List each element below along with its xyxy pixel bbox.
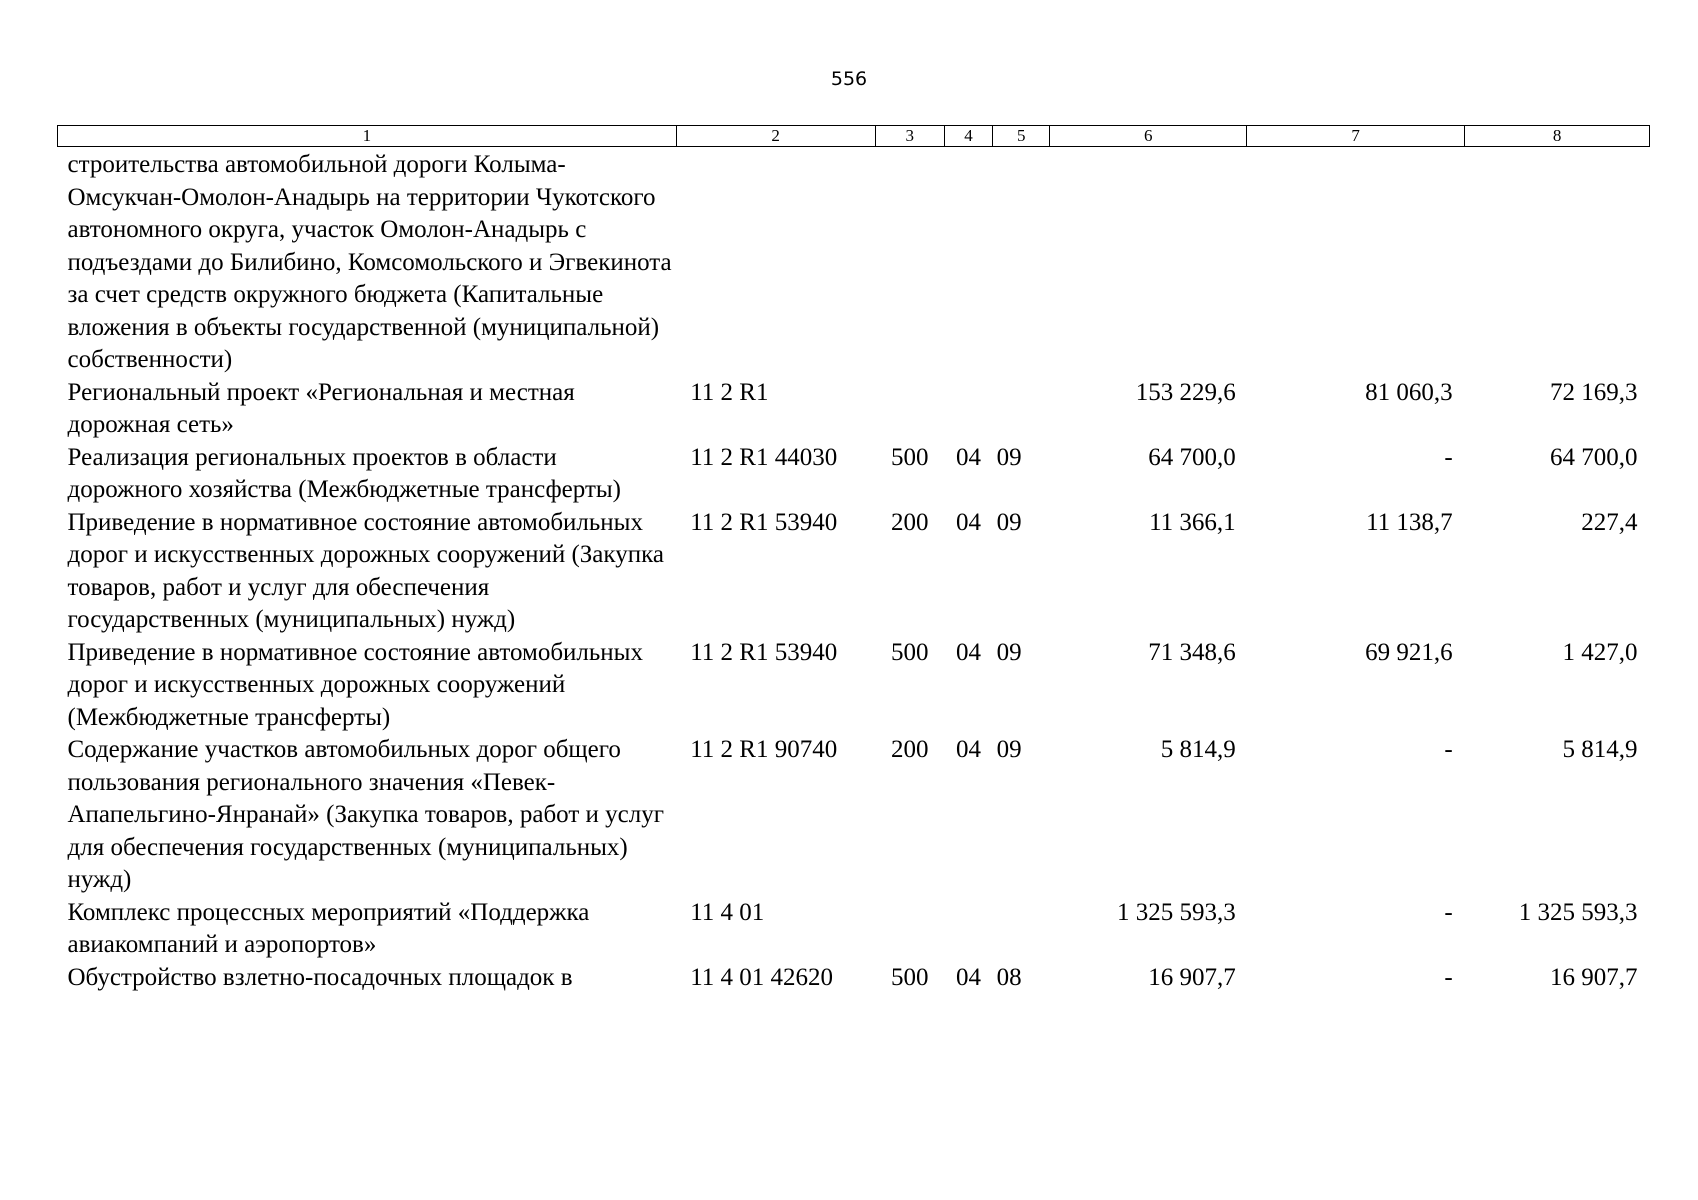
row-federal-amount: - xyxy=(1444,898,1453,926)
page-number: 556 xyxy=(830,68,868,90)
row-target-code: 11 2 R1 xyxy=(690,378,769,406)
row-name: строительства автомобильной дороги Колыма-Омсукчан-Омолон-Анадырь на территории Чукотского автономного округа, участок Омолон-Анадырь с подъездами до Билибино, Комсомольского и Эгвекинота за счет средств окружного бюджета (Капитальные вложения в объекты государственной (муниципальной) собственности) xyxy=(67,151,672,373)
row-target-code: 11 2 R1 53940 xyxy=(690,638,838,666)
row-expense-type: 500 xyxy=(890,963,929,991)
row-section: 04 xyxy=(955,443,981,471)
column-header-6: 6 xyxy=(1050,126,1247,147)
row-target-code: 11 4 01 42620 xyxy=(690,963,834,991)
row-federal-amount: - xyxy=(1444,736,1453,763)
row-target-code: 11 4 01 xyxy=(690,898,765,926)
row-section xyxy=(944,897,992,962)
row-total-amount: 5 814,9 xyxy=(1160,736,1236,763)
row-expense-type xyxy=(875,377,944,442)
row-regional-amount: 1 325 593,3 xyxy=(1518,898,1638,926)
row-regional-amount: 5 814,9 xyxy=(1562,736,1638,763)
row-subsection xyxy=(993,377,1050,442)
row-target-code: 11 2 R1 90740 xyxy=(690,736,838,763)
row-section: 04 xyxy=(955,638,981,666)
row-federal-amount: - xyxy=(1444,443,1453,471)
row-total-amount: 16 907,7 xyxy=(1148,963,1236,991)
row-subsection: 09 xyxy=(996,443,1022,471)
column-header-7: 7 xyxy=(1247,126,1465,147)
row-regional-amount: 16 907,7 xyxy=(1550,963,1638,991)
row-subsection: 08 xyxy=(996,963,1022,991)
row-name: Реализация региональных проектов в области дорожного хозяйства (Межбюджетные трансферты) xyxy=(67,443,621,503)
row-subsection: 09 xyxy=(996,736,1022,763)
column-number-header xyxy=(58,126,1650,147)
table-row xyxy=(58,377,1650,442)
row-name: Комплекс процессных мероприятий «Поддержка авиакомпаний и аэропортов» xyxy=(67,898,590,958)
table-row xyxy=(58,637,1650,735)
column-header-3: 3 xyxy=(875,126,944,147)
row-total-amount: 11 366,1 xyxy=(1149,508,1236,536)
row-target-code xyxy=(676,147,875,377)
row-expense-type xyxy=(875,147,944,377)
row-federal-amount: 11 138,7 xyxy=(1366,508,1453,536)
row-section: 04 xyxy=(955,736,981,763)
row-subsection: 09 xyxy=(996,638,1022,666)
row-regional-amount: 72 169,3 xyxy=(1550,378,1638,406)
row-federal-amount: - xyxy=(1444,963,1453,991)
row-total-amount: 1 325 593,3 xyxy=(1116,898,1236,926)
row-target-code: 11 2 R1 53940 xyxy=(690,508,838,536)
row-regional-amount: 227,4 xyxy=(1581,508,1638,536)
row-total-amount xyxy=(1050,147,1247,377)
row-federal-amount xyxy=(1247,147,1465,377)
table-row xyxy=(58,442,1650,507)
table-row xyxy=(58,147,1650,377)
row-section: 04 xyxy=(955,508,981,536)
row-regional-amount xyxy=(1465,147,1650,377)
budget-table xyxy=(57,125,1650,994)
row-name: Приведение в нормативное состояние автомобильных дорог и искусственных дорожных сооружений (Закупка товаров, работ и услуг для обеспечения государственных (муниципальных) нужд) xyxy=(67,508,664,633)
table-row xyxy=(58,897,1650,962)
row-total-amount: 71 348,6 xyxy=(1148,638,1236,666)
column-header-2: 2 xyxy=(676,126,875,147)
row-subsection xyxy=(993,147,1050,377)
row-subsection xyxy=(993,897,1050,962)
row-regional-amount: 64 700,0 xyxy=(1550,443,1638,471)
row-subsection: 09 xyxy=(996,508,1022,536)
row-federal-amount: 69 921,6 xyxy=(1365,638,1453,666)
row-name: Обустройство взлетно-посадочных площадок в xyxy=(67,963,573,991)
column-header-1: 1 xyxy=(58,126,677,147)
row-regional-amount: 1 427,0 xyxy=(1562,638,1638,666)
row-expense-type xyxy=(875,897,944,962)
row-section xyxy=(944,377,992,442)
row-total-amount: 153 229,6 xyxy=(1135,378,1236,406)
row-section xyxy=(944,147,992,377)
row-target-code: 11 2 R1 44030 xyxy=(690,443,838,471)
table-row xyxy=(58,734,1650,897)
row-expense-type: 200 xyxy=(890,508,929,536)
row-name: Содержание участков автомобильных дорог общего пользования регионального значения «Певек-Апапельгино-Янранай» (Закупка товаров, работ и услуг для обеспечения государственных (муниципальных) нужд) xyxy=(67,736,664,893)
row-name: Региональный проект «Региональная и местная дорожная сеть» xyxy=(67,378,575,438)
column-header-5: 5 xyxy=(993,126,1050,147)
table-row xyxy=(58,962,1650,995)
row-expense-type: 500 xyxy=(890,443,929,471)
row-expense-type: 200 xyxy=(890,736,929,763)
row-expense-type: 500 xyxy=(890,638,929,666)
column-header-8: 8 xyxy=(1465,126,1650,147)
column-header-4: 4 xyxy=(944,126,992,147)
table-row xyxy=(58,507,1650,637)
row-section: 04 xyxy=(955,963,981,991)
row-federal-amount: 81 060,3 xyxy=(1365,378,1453,406)
row-name: Приведение в нормативное состояние автомобильных дорог и искусственных дорожных сооружений (Межбюджетные трансферты) xyxy=(67,638,643,731)
row-total-amount: 64 700,0 xyxy=(1148,443,1236,471)
